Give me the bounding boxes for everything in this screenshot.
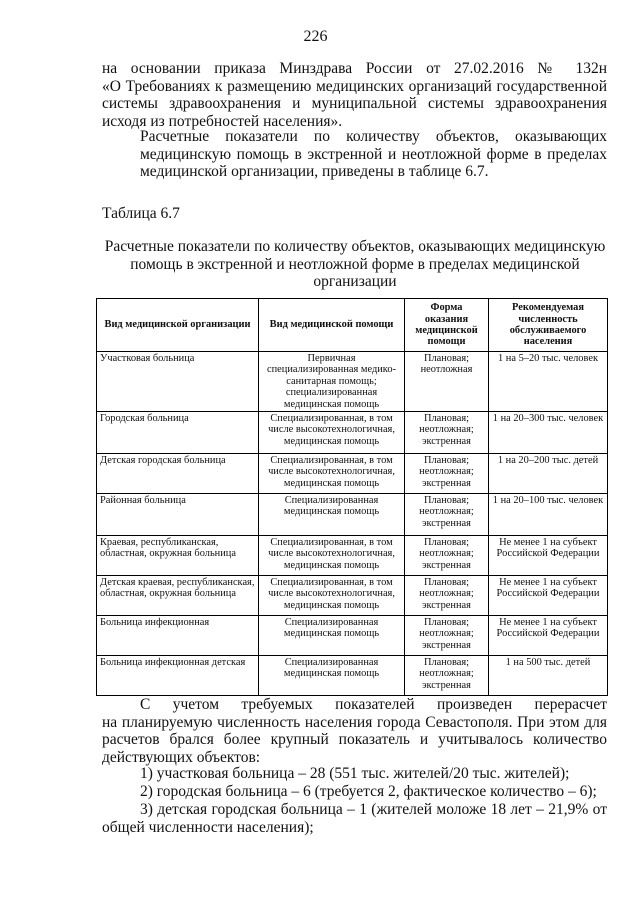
cell-population: 1 на 5–20 тыс. человек [489,352,608,412]
intro-paragraph [102,60,607,130]
cell-population: 1 на 20–100 тыс. человек [489,494,608,536]
summary-paragraph [102,128,607,181]
text-line: на основании приказа Минздрава России от 27.02.2016 № 132н [102,60,607,77]
cell-organization: Больница инфекционная детская [97,656,259,696]
cell-care-form: Плановая; неотложная; экстренная [405,576,489,616]
list-item: 2) городская больница – 6 (требуется 2, фактическое количество – 6); [140,783,597,800]
table-row [97,352,608,412]
cell-care-type: Специализированная, в том числе высокотехнологичная, медицинская помощь [259,412,405,454]
text-line: С учетом требуемых показателей произведен перерасчет [140,696,607,713]
cell-population: 1 на 500 тыс. детей [489,656,608,696]
cell-organization: Краевая, республиканская, областная, окружная больница [97,536,259,576]
list-item: 1) участковая больница – 28 (551 тыс. жителей/20 тыс. жителей); [140,765,570,782]
list-item: 3) детская городская больница – 1 (жителей моложе 18 лет – 21,9% от общей численности населения); [102,801,607,836]
indicators-table [96,298,608,696]
text-line: на планируемую численность населения города Севастополя. При этом для [102,713,607,731]
text-line: «О Требованиях к размещению медицинских организаций государственной [102,77,607,95]
text-line: расчетов брался более крупный показатель и учитывалось количество [102,731,607,748]
cell-organization: Районная больница [97,494,259,536]
text-line: системы здравоохранения и муниципальной системы здравоохранения [102,95,607,112]
cell-care-form: Плановая; неотложная; экстренная [405,616,489,656]
cell-organization: Участковая больница [97,352,259,412]
cell-care-type: Специализированная, в том числе высокотехнологичная, медицинская помощь [259,454,405,494]
recalculation-paragraph [102,696,607,766]
table-row [97,536,608,576]
text-line: медицинскую помощь в экстренной и неотложной форме в пределах [140,145,607,163]
caption-line: организации [313,273,397,290]
cell-organization: Городская больница [97,412,259,454]
cell-care-type: Специализированная, в том числе высокотехнологичная, медицинская помощь [259,576,405,616]
text-line: действующих объектов: [102,748,261,766]
caption-line: Расчетные показатели по количеству объектов, оказывающих медицинскую [104,238,606,255]
table-row [97,616,608,656]
cell-care-type: Первичная специализированная медико-санитарная помощь; специализированная медицинская помощь [259,352,405,412]
cell-care-type: Специализированная медицинская помощь [259,656,405,696]
cell-population: Не менее 1 на субъект Российской Федерации [489,576,608,616]
table-header-row [97,299,608,352]
header-care-form: Форма оказания медицинской помощи [405,299,489,352]
cell-population: Не менее 1 на субъект Российской Федерации [489,536,608,576]
table-row [97,454,608,494]
header-population: Рекомендуемая численность обслуживаемого населения [489,299,608,352]
caption-line: помощь в экстренной и неотложной форме в пределах медицинской [130,255,580,273]
table-label: Таблица 6.7 [102,205,180,222]
table-caption [100,238,610,291]
table-row [97,494,608,536]
cell-organization: Больница инфекционная [97,616,259,656]
cell-organization: Детская городская больница [97,454,259,494]
text-line: исходя из потребностей населения». [102,112,343,130]
cell-care-form: Плановая; неотложная; экстренная [405,412,489,454]
table-row [97,656,608,696]
cell-care-form: Плановая; неотложная; экстренная [405,656,489,696]
cell-care-form: Плановая; неотложная; экстренная [405,454,489,494]
page-number: 226 [303,28,328,45]
cell-care-type: Специализированная медицинская помощь [259,494,405,536]
cell-care-form: Плановая; неотложная [405,352,489,412]
table-row [97,576,608,616]
cell-population: Не менее 1 на субъект Российской Федерации [489,616,608,656]
header-organization-type: Вид медицинской организации [97,299,259,352]
text-line: медицинской организации, приведены в таблице 6.7. [140,163,489,180]
cell-organization: Детская краевая, республиканская, областная, окружная больница [97,576,259,616]
cell-care-form: Плановая; неотложная; экстренная [405,494,489,536]
table-row [97,412,608,454]
cell-care-type: Специализированная медицинская помощь [259,616,405,656]
cell-population: 1 на 20–200 тыс. детей [489,454,608,494]
cell-population: 1 на 20–300 тыс. человек [489,412,608,454]
header-care-type: Вид медицинской помощи [259,299,405,352]
text-line: Расчетные показатели по количеству объектов, оказывающих [140,128,607,145]
cell-care-form: Плановая; неотложная; экстренная [405,536,489,576]
cell-care-type: Специализированная, в том числе высокотехнологичная, медицинская помощь [259,536,405,576]
